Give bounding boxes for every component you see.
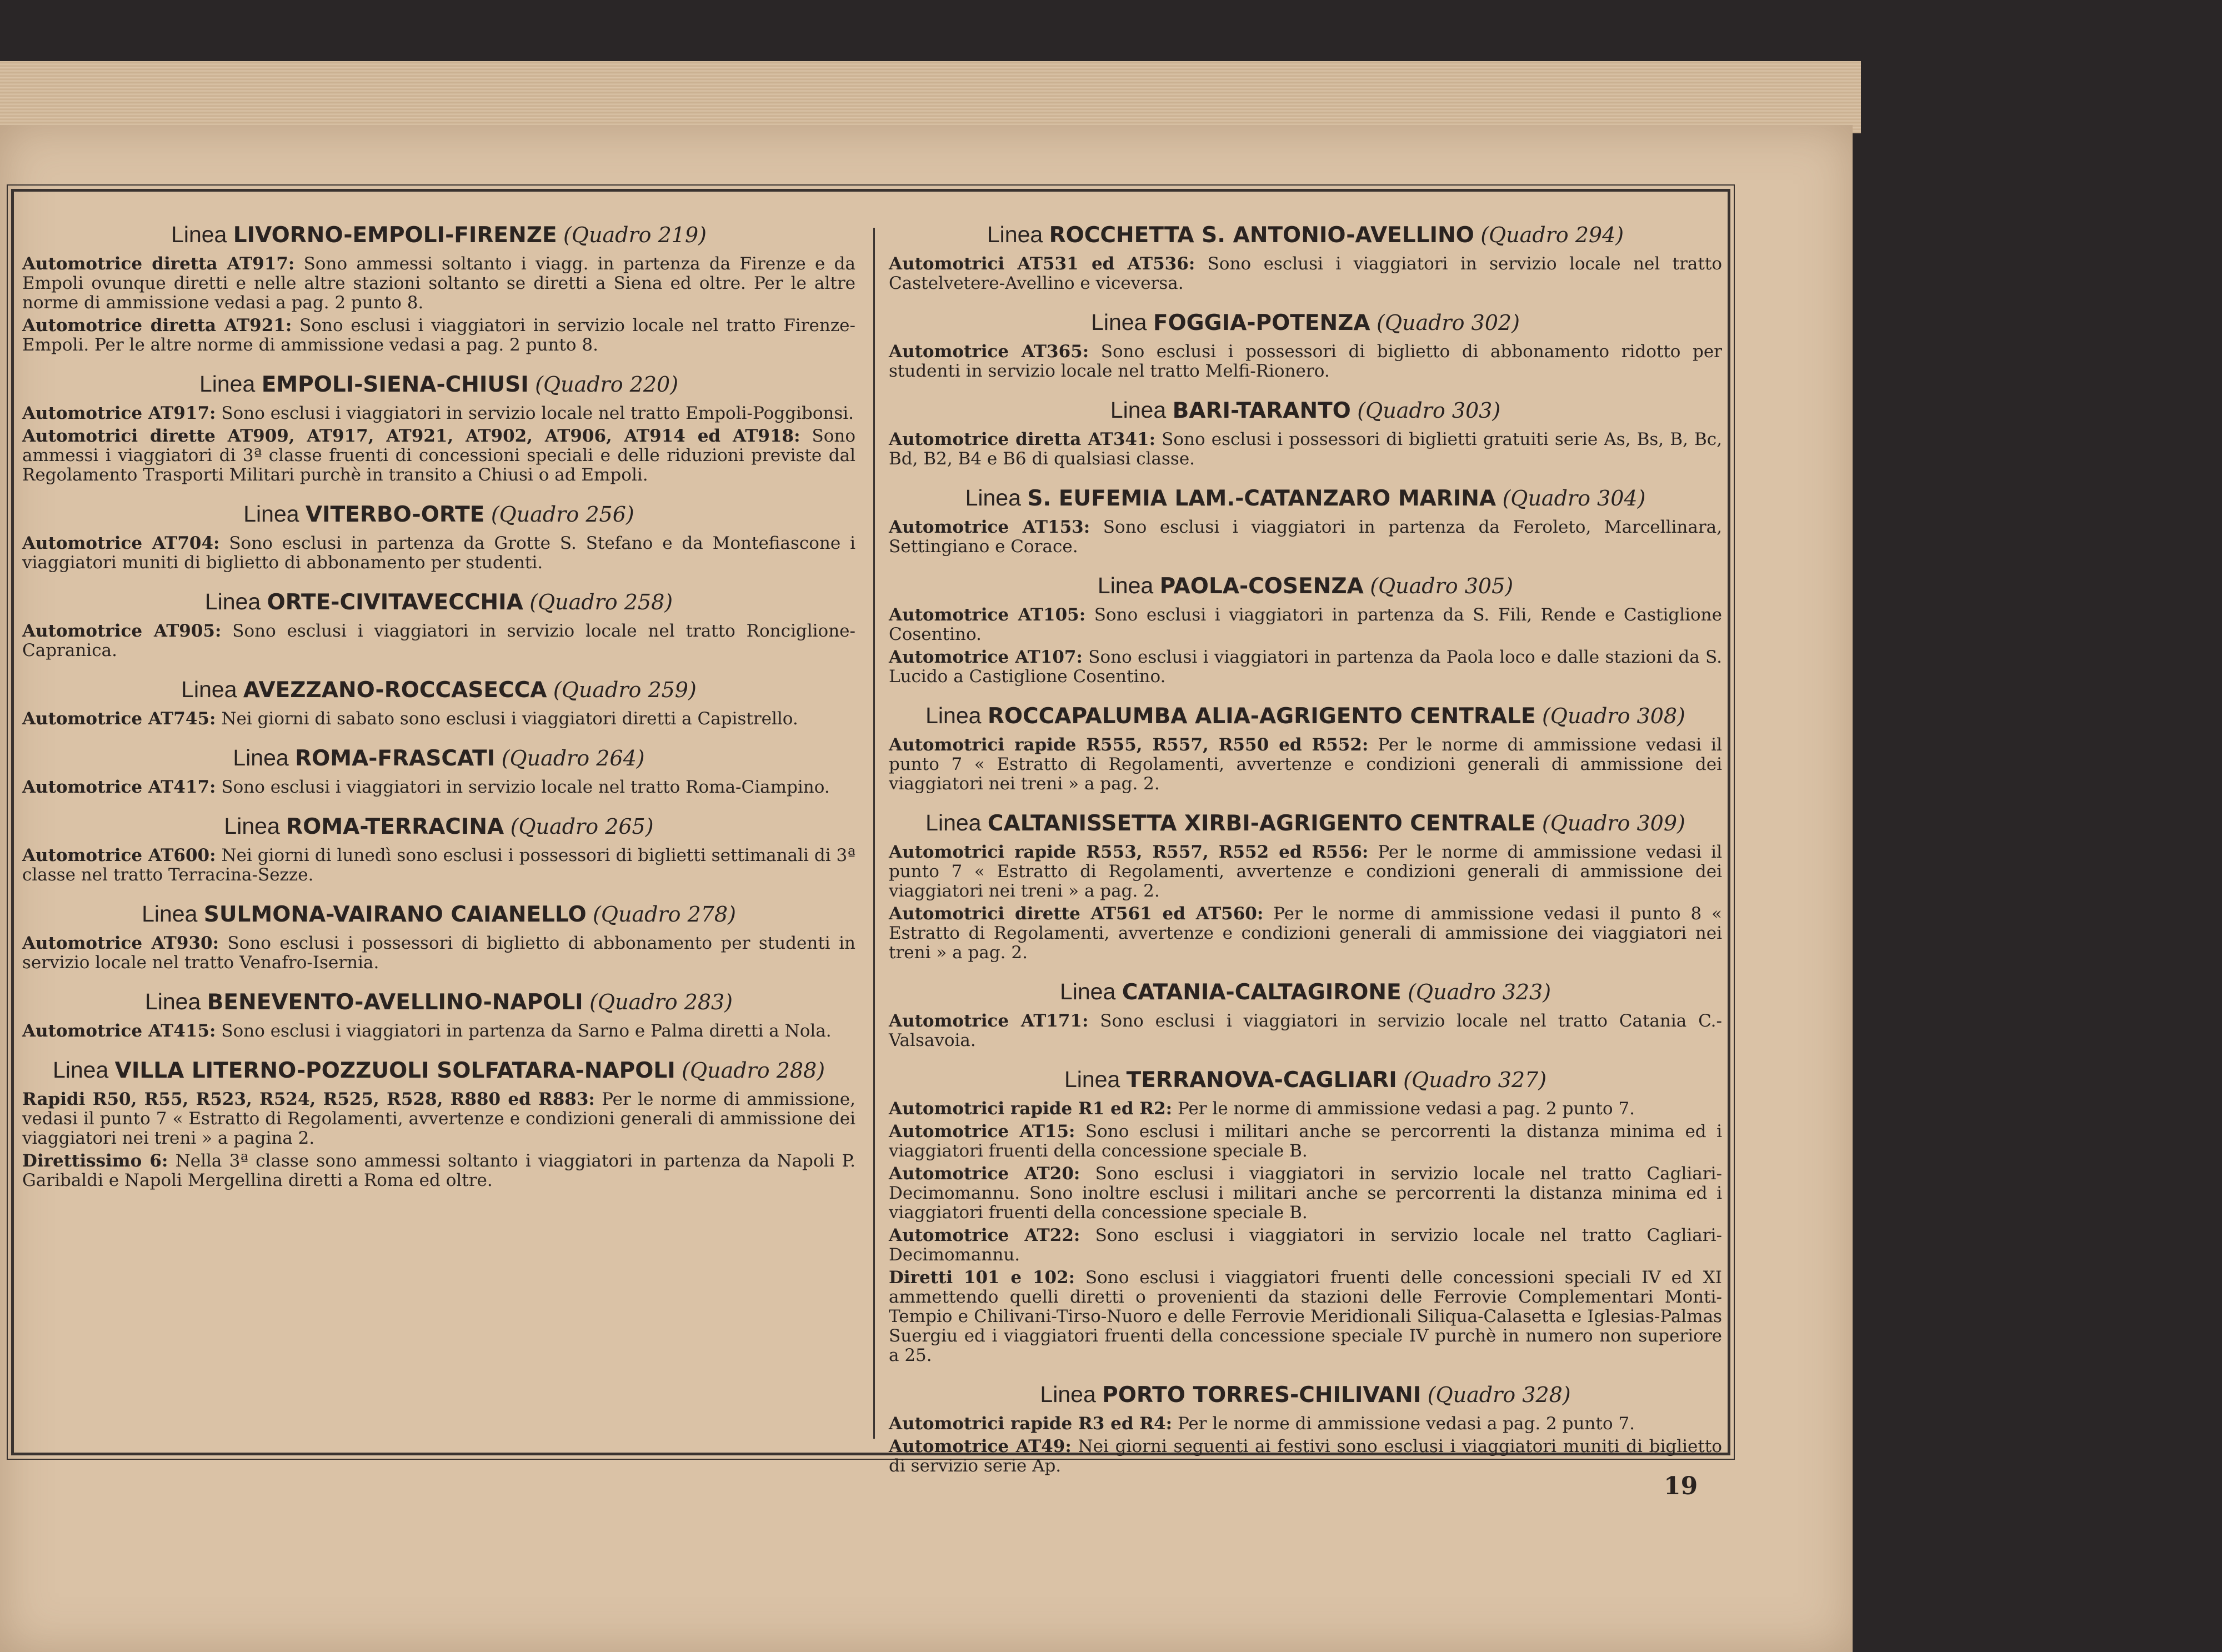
line-heading [889, 1065, 1722, 1095]
left-column [22, 206, 855, 1194]
line-heading [889, 1380, 1722, 1410]
train-label: Automotrice AT704: [22, 533, 220, 553]
line-section [22, 1055, 855, 1190]
service-note [22, 316, 855, 355]
note-text: Sono ammessi i viaggiatori di 3ª classe fruenti di concessioni speciali e delle riduzioni previste dal Regolamento Trasporti Militari purchè in transito a Chiusi o ad Empoli. [22, 426, 855, 485]
line-heading [889, 308, 1722, 338]
service-note [889, 1414, 1722, 1434]
line-label: Linea [1059, 979, 1116, 1004]
train-label: Automotrici rapide R553, R557, R552 ed R556: [889, 842, 1369, 862]
note-text: Sono esclusi i possessori di biglietto di abbonamento per studenti in servizio locale nel tratto Venafro-Isernia. [22, 933, 855, 973]
route-name: CATANIA-CALTAGIRONE [1122, 980, 1402, 1005]
train-label: Automotrice AT15: [889, 1122, 1075, 1142]
service-note [22, 254, 855, 313]
train-label: Automotrici AT531 ed AT536: [889, 254, 1195, 274]
train-label: Automotrice diretta AT921: [22, 316, 292, 336]
train-label: Automotrice AT917: [22, 403, 216, 423]
train-label: Automotrici rapide R3 ed R4: [889, 1414, 1173, 1434]
note-text: Sono esclusi i viaggiatori in servizio locale nel tratto Firenze-Empoli. Per le altre norme di ammissione vedasi a pag. 2 punto 8. [22, 316, 855, 355]
note-text: Nei giorni di lunedì sono esclusi i possessori di biglietti settimanali di 3ª classe nel tratto Terracina-Sezze. [22, 845, 855, 885]
quadro-reference: (Quadro 302) [1377, 311, 1520, 335]
route-name: EMPOLI-SIENA-CHIUSI [261, 372, 529, 397]
route-name: ROCCAPALUMBA ALIA-AGRIGENTO CENTRALE [987, 704, 1536, 729]
train-label: Automotrici rapide R1 ed R2: [889, 1099, 1173, 1119]
line-heading [22, 587, 855, 617]
quadro-reference: (Quadro 264) [501, 746, 645, 770]
note-text: Sono esclusi i viaggiatori in partenza da Feroleto, Marcellinara, Settingiano e Corace. [889, 517, 1722, 557]
route-name: BENEVENTO-AVELLINO-NAPOLI [207, 990, 583, 1015]
line-section [22, 499, 855, 573]
train-label: Automotrice AT905: [22, 621, 222, 641]
quadro-reference: (Quadro 294) [1480, 223, 1624, 247]
route-name: ROMA-TERRACINA [286, 814, 504, 839]
service-note [22, 934, 855, 973]
line-heading [889, 701, 1722, 731]
line-label: Linea [181, 677, 237, 702]
note-text: Sono esclusi i viaggiatori in servizio locale nel tratto Ronciglione-Capranica. [22, 621, 856, 660]
service-note [889, 1122, 1722, 1161]
service-note [889, 648, 1722, 687]
quadro-reference: (Quadro 220) [535, 372, 679, 397]
line-section [889, 220, 1722, 293]
line-section [889, 1380, 1722, 1476]
note-text: Sono esclusi i viaggiatori in partenza da Sarno e Palma diretti a Nola. [221, 1021, 832, 1041]
quadro-reference: (Quadro 303) [1357, 398, 1501, 423]
line-heading [22, 675, 855, 705]
service-note [22, 1090, 855, 1148]
quadro-reference: (Quadro 256) [491, 502, 634, 527]
note-text: Per le norme di ammissione vedasi a pag. 2 punto 7. [1177, 1099, 1635, 1119]
train-label: Automotrice AT415: [22, 1021, 216, 1041]
line-section [889, 396, 1722, 469]
line-heading [889, 396, 1722, 425]
note-text: Sono esclusi i viaggiatori in servizio locale nel tratto Cagliari-Decimomannu. Sono inoltre esclusi i militari anche se percorrenti la distanza minima ed i viaggiatori fruenti della concessione speciale B. [889, 1164, 1722, 1223]
line-label: Linea [1040, 1381, 1096, 1407]
service-note [889, 843, 1722, 901]
note-text: Sono esclusi i militari anche se percorrenti la distanza minima ed i viaggiatori fruenti della concessione speciale B. [889, 1122, 1722, 1161]
column-divider [873, 228, 875, 1439]
service-note [22, 427, 855, 485]
quadro-reference: (Quadro 308) [1542, 704, 1685, 728]
quadro-reference: (Quadro 265) [510, 814, 654, 839]
service-note [22, 1022, 855, 1041]
train-label: Automotrice AT365: [889, 342, 1089, 362]
service-note [889, 1164, 1722, 1223]
line-section [889, 308, 1722, 381]
line-section [22, 899, 855, 973]
note-text: Nei giorni seguenti ai festivi sono esclusi i viaggiatori muniti di biglietto di servizio serie Ap. [889, 1436, 1722, 1476]
note-text: Sono ammessi soltanto i viagg. in partenza da Firenze e da Empoli ovunque diretti e nelle altre stazioni soltanto se diretti a Siena ed oltre. Per le altre norme di ammissione vedasi a pag. 2 punto 8. [22, 254, 855, 313]
service-note [22, 846, 855, 885]
quadro-reference: (Quadro 219) [563, 223, 707, 247]
route-name: AVEZZANO-ROCCASECCA [243, 678, 547, 703]
note-text: Sono esclusi i viaggiatori in servizio locale nel tratto Roma-Ciampino. [221, 777, 830, 797]
quadro-reference: (Quadro 278) [593, 902, 736, 927]
train-label: Direttissimo 6: [22, 1151, 168, 1171]
service-note [889, 735, 1722, 794]
line-label: Linea [233, 745, 289, 770]
note-text: Sono esclusi i viaggiatori fruenti delle concessioni speciali IV ed XI ammettendo quelli diretti o provenienti da stazioni delle Ferrovie Complementari Monti-Tempio e Chilivani-Tirso-Nuoro e delle Ferrovie Meridionali Siliqua-Calasetta e Iglesias-Palmas Suergiu ed i viaggiatori fruenti della concessione speciale IV purchè in numero non superiore a 25. [889, 1268, 1722, 1365]
note-text: Nella 3ª classe sono ammessi soltanto i viaggiatori in partenza da Napoli P. Garibaldi e Napoli Mergellina diretti a Roma ed oltre. [22, 1151, 855, 1190]
note-text: Per le norme di ammissione, vedasi il punto 7 « Estratto di Regolamenti, avvertenze e condizioni generali di ammissione dei viaggiatori nei treni » a pagina 2. [22, 1089, 855, 1148]
line-label: Linea [142, 901, 198, 927]
line-label: Linea [204, 589, 261, 614]
quadro-reference: (Quadro 323) [1408, 980, 1552, 1004]
route-name: PORTO TORRES-CHILIVANI [1102, 1383, 1422, 1408]
service-note [889, 605, 1722, 644]
line-label: Linea [1097, 573, 1154, 598]
note-text: Per le norme di ammissione vedasi il punto 8 « Estratto di Regolamenti, avvertenze e condizioni generali di ammissione dei viaggiatori nei treni » a pag. 2. [889, 904, 1722, 963]
service-note [889, 1268, 1722, 1365]
line-heading [889, 977, 1722, 1007]
line-heading [889, 808, 1722, 838]
train-label: Automotrice AT930: [22, 933, 219, 953]
note-text: Nei giorni di sabato sono esclusi i viaggiatori diretti a Capistrello. [221, 709, 798, 729]
train-label: Automotrici dirette AT561 ed AT560: [889, 904, 1264, 924]
line-section [889, 483, 1722, 557]
quadro-reference: (Quadro 259) [553, 678, 697, 702]
line-label: Linea [1110, 397, 1167, 423]
service-note [889, 518, 1722, 557]
line-heading [22, 1055, 855, 1085]
note-text: Sono esclusi in partenza da Grotte S. Stefano e da Montefiascone i viaggiatori muniti di biglietto di abbonamento per studenti. [22, 533, 855, 573]
line-heading [22, 369, 855, 399]
line-section [22, 369, 855, 485]
service-note [22, 534, 855, 573]
line-section [889, 977, 1722, 1050]
right-column [889, 206, 1722, 1479]
line-section [22, 220, 855, 355]
line-heading [889, 571, 1722, 601]
service-note [889, 254, 1722, 293]
line-label: Linea [965, 485, 1021, 510]
line-heading [22, 220, 855, 250]
quadro-reference: (Quadro 304) [1502, 486, 1646, 510]
quadro-reference: (Quadro 327) [1403, 1068, 1547, 1092]
train-label: Automotrice AT22: [889, 1225, 1080, 1245]
train-label: Automotrice AT745: [22, 709, 216, 729]
line-label: Linea [224, 813, 280, 839]
train-label: Automotrici rapide R555, R557, R550 ed R552: [889, 735, 1369, 755]
line-heading [889, 220, 1722, 250]
line-section [22, 987, 855, 1041]
train-label: Automotrice AT417: [22, 777, 216, 797]
train-label: Automotrice AT600: [22, 845, 216, 865]
route-name: CALTANISSETTA XIRBI-AGRIGENTO CENTRALE [987, 811, 1536, 836]
line-heading [22, 743, 855, 773]
line-heading [889, 483, 1722, 513]
route-name: TERRANOVA-CAGLIARI [1126, 1068, 1397, 1093]
note-text: Sono esclusi i viaggiatori in servizio locale nel tratto Catania C.-Valsavoia. [889, 1011, 1723, 1050]
service-note [889, 1226, 1722, 1265]
service-note [889, 1012, 1722, 1050]
line-label: Linea [171, 222, 227, 247]
note-text: Sono esclusi i viaggiatori in servizio locale nel tratto Empoli-Poggibonsi. [221, 403, 854, 423]
line-section [889, 808, 1722, 963]
route-name: FOGGIA-POTENZA [1153, 311, 1370, 336]
service-note [889, 430, 1722, 469]
line-label: Linea [1064, 1067, 1120, 1092]
service-note [22, 404, 855, 423]
service-note [22, 709, 855, 729]
note-text: Sono esclusi i viaggiatori in servizio locale nel tratto Castelvetere-Avellino e viceversa. [889, 254, 1722, 293]
line-label: Linea [199, 371, 256, 397]
note-text: Sono esclusi i possessori di biglietto di abbonamento ridotto per studenti in servizio locale nel tratto Melfi-Rionero. [889, 342, 1722, 381]
train-label: Automotrici dirette AT909, AT917, AT921, AT902, AT906, AT914 ed AT918: [22, 426, 800, 446]
route-name: LIVORNO-EMPOLI-FIRENZE [233, 223, 557, 248]
service-note [889, 1437, 1722, 1476]
service-note [889, 904, 1722, 963]
note-text: Per le norme di ammissione vedasi il punto 7 « Estratto di Regolamenti, avvertenze e condizioni generali di ammissione dei viaggiatori nei treni » a pag. 2. [889, 842, 1722, 901]
line-heading [22, 499, 855, 529]
line-section [889, 1065, 1722, 1365]
line-section [889, 571, 1722, 687]
train-label: Automotrice AT153: [889, 517, 1090, 537]
line-label: Linea [1091, 309, 1147, 335]
line-heading [22, 899, 855, 929]
line-section [22, 587, 855, 660]
train-label: Automotrice AT107: [889, 647, 1083, 667]
note-text: Sono esclusi i viaggiatori in partenza da S. Fili, Rende e Castiglione Cosentino. [889, 605, 1722, 644]
line-section [22, 675, 855, 729]
note-text: Sono esclusi i viaggiatori in servizio locale nel tratto Cagliari-Decimomannu. [889, 1225, 1722, 1265]
line-label: Linea [243, 501, 299, 527]
service-note [889, 342, 1722, 381]
quadro-reference: (Quadro 328) [1427, 1383, 1571, 1407]
line-section [22, 812, 855, 885]
line-heading [22, 987, 855, 1017]
train-label: Automotrice AT105: [889, 605, 1086, 625]
route-name: VILLA LITERNO-POZZUOLI SOLFATARA-NAPOLI [114, 1058, 675, 1083]
service-note [22, 1152, 855, 1190]
quadro-reference: (Quadro 305) [1370, 574, 1514, 598]
service-note [22, 778, 855, 797]
line-label: Linea [925, 810, 982, 835]
route-name: VITERBO-ORTE [305, 502, 485, 527]
route-name: S. EUFEMIA LAM.-CATANZARO MARINA [1027, 486, 1497, 511]
quadro-reference: (Quadro 283) [589, 990, 733, 1014]
route-name: ORTE-CIVITAVECCHIA [267, 590, 523, 615]
route-name: ROCCHETTA S. ANTONIO-AVELLINO [1049, 223, 1474, 248]
line-label: Linea [925, 703, 982, 728]
train-label: Automotrice AT49: [889, 1436, 1072, 1456]
train-label: Automotrice AT171: [889, 1011, 1089, 1031]
route-name: BARI-TARANTO [1172, 398, 1351, 423]
note-text: Per le norme di ammissione vedasi il punto 7 « Estratto di Regolamenti, avvertenze e condizioni generali di ammissione dei viaggiatori nei treni » a pag. 2. [889, 735, 1722, 794]
train-label: Diretti 101 e 102: [889, 1268, 1075, 1288]
note-text: Sono esclusi i viaggiatori in partenza da Paola loco e dalle stazioni da S. Lucido a Castiglione Cosentino. [889, 647, 1722, 687]
page-number: 19 [1664, 1472, 1698, 1500]
note-text: Per le norme di ammissione vedasi a pag. 2 punto 7. [1177, 1414, 1635, 1434]
route-name: SULMONA-VAIRANO CAIANELLO [203, 902, 587, 927]
train-label: Automotrice AT20: [889, 1164, 1080, 1184]
line-label: Linea [987, 222, 1043, 247]
route-name: PAOLA-COSENZA [1159, 574, 1364, 599]
note-text: Sono esclusi i possessori di biglietti gratuiti serie As, Bs, B, Bc, Bd, B2, B4 e B6 di qualsiasi classe. [889, 429, 1722, 469]
quadro-reference: (Quadro 258) [529, 590, 673, 614]
line-section [22, 743, 855, 797]
service-note [22, 622, 855, 660]
train-label: Automotrice diretta AT917: [22, 254, 295, 274]
line-label: Linea [144, 989, 201, 1014]
quadro-reference: (Quadro 288) [682, 1058, 825, 1083]
train-label: Automotrice diretta AT341: [889, 429, 1156, 449]
page-edge [0, 61, 1861, 133]
route-name: ROMA-FRASCATI [295, 746, 496, 771]
line-label: Linea [52, 1057, 109, 1083]
service-note [889, 1099, 1722, 1119]
line-section [889, 701, 1722, 794]
line-heading [22, 812, 855, 842]
quadro-reference: (Quadro 309) [1542, 811, 1685, 835]
train-label: Rapidi R50, R55, R523, R524, R525, R528, R880 ed R883: [22, 1089, 595, 1109]
